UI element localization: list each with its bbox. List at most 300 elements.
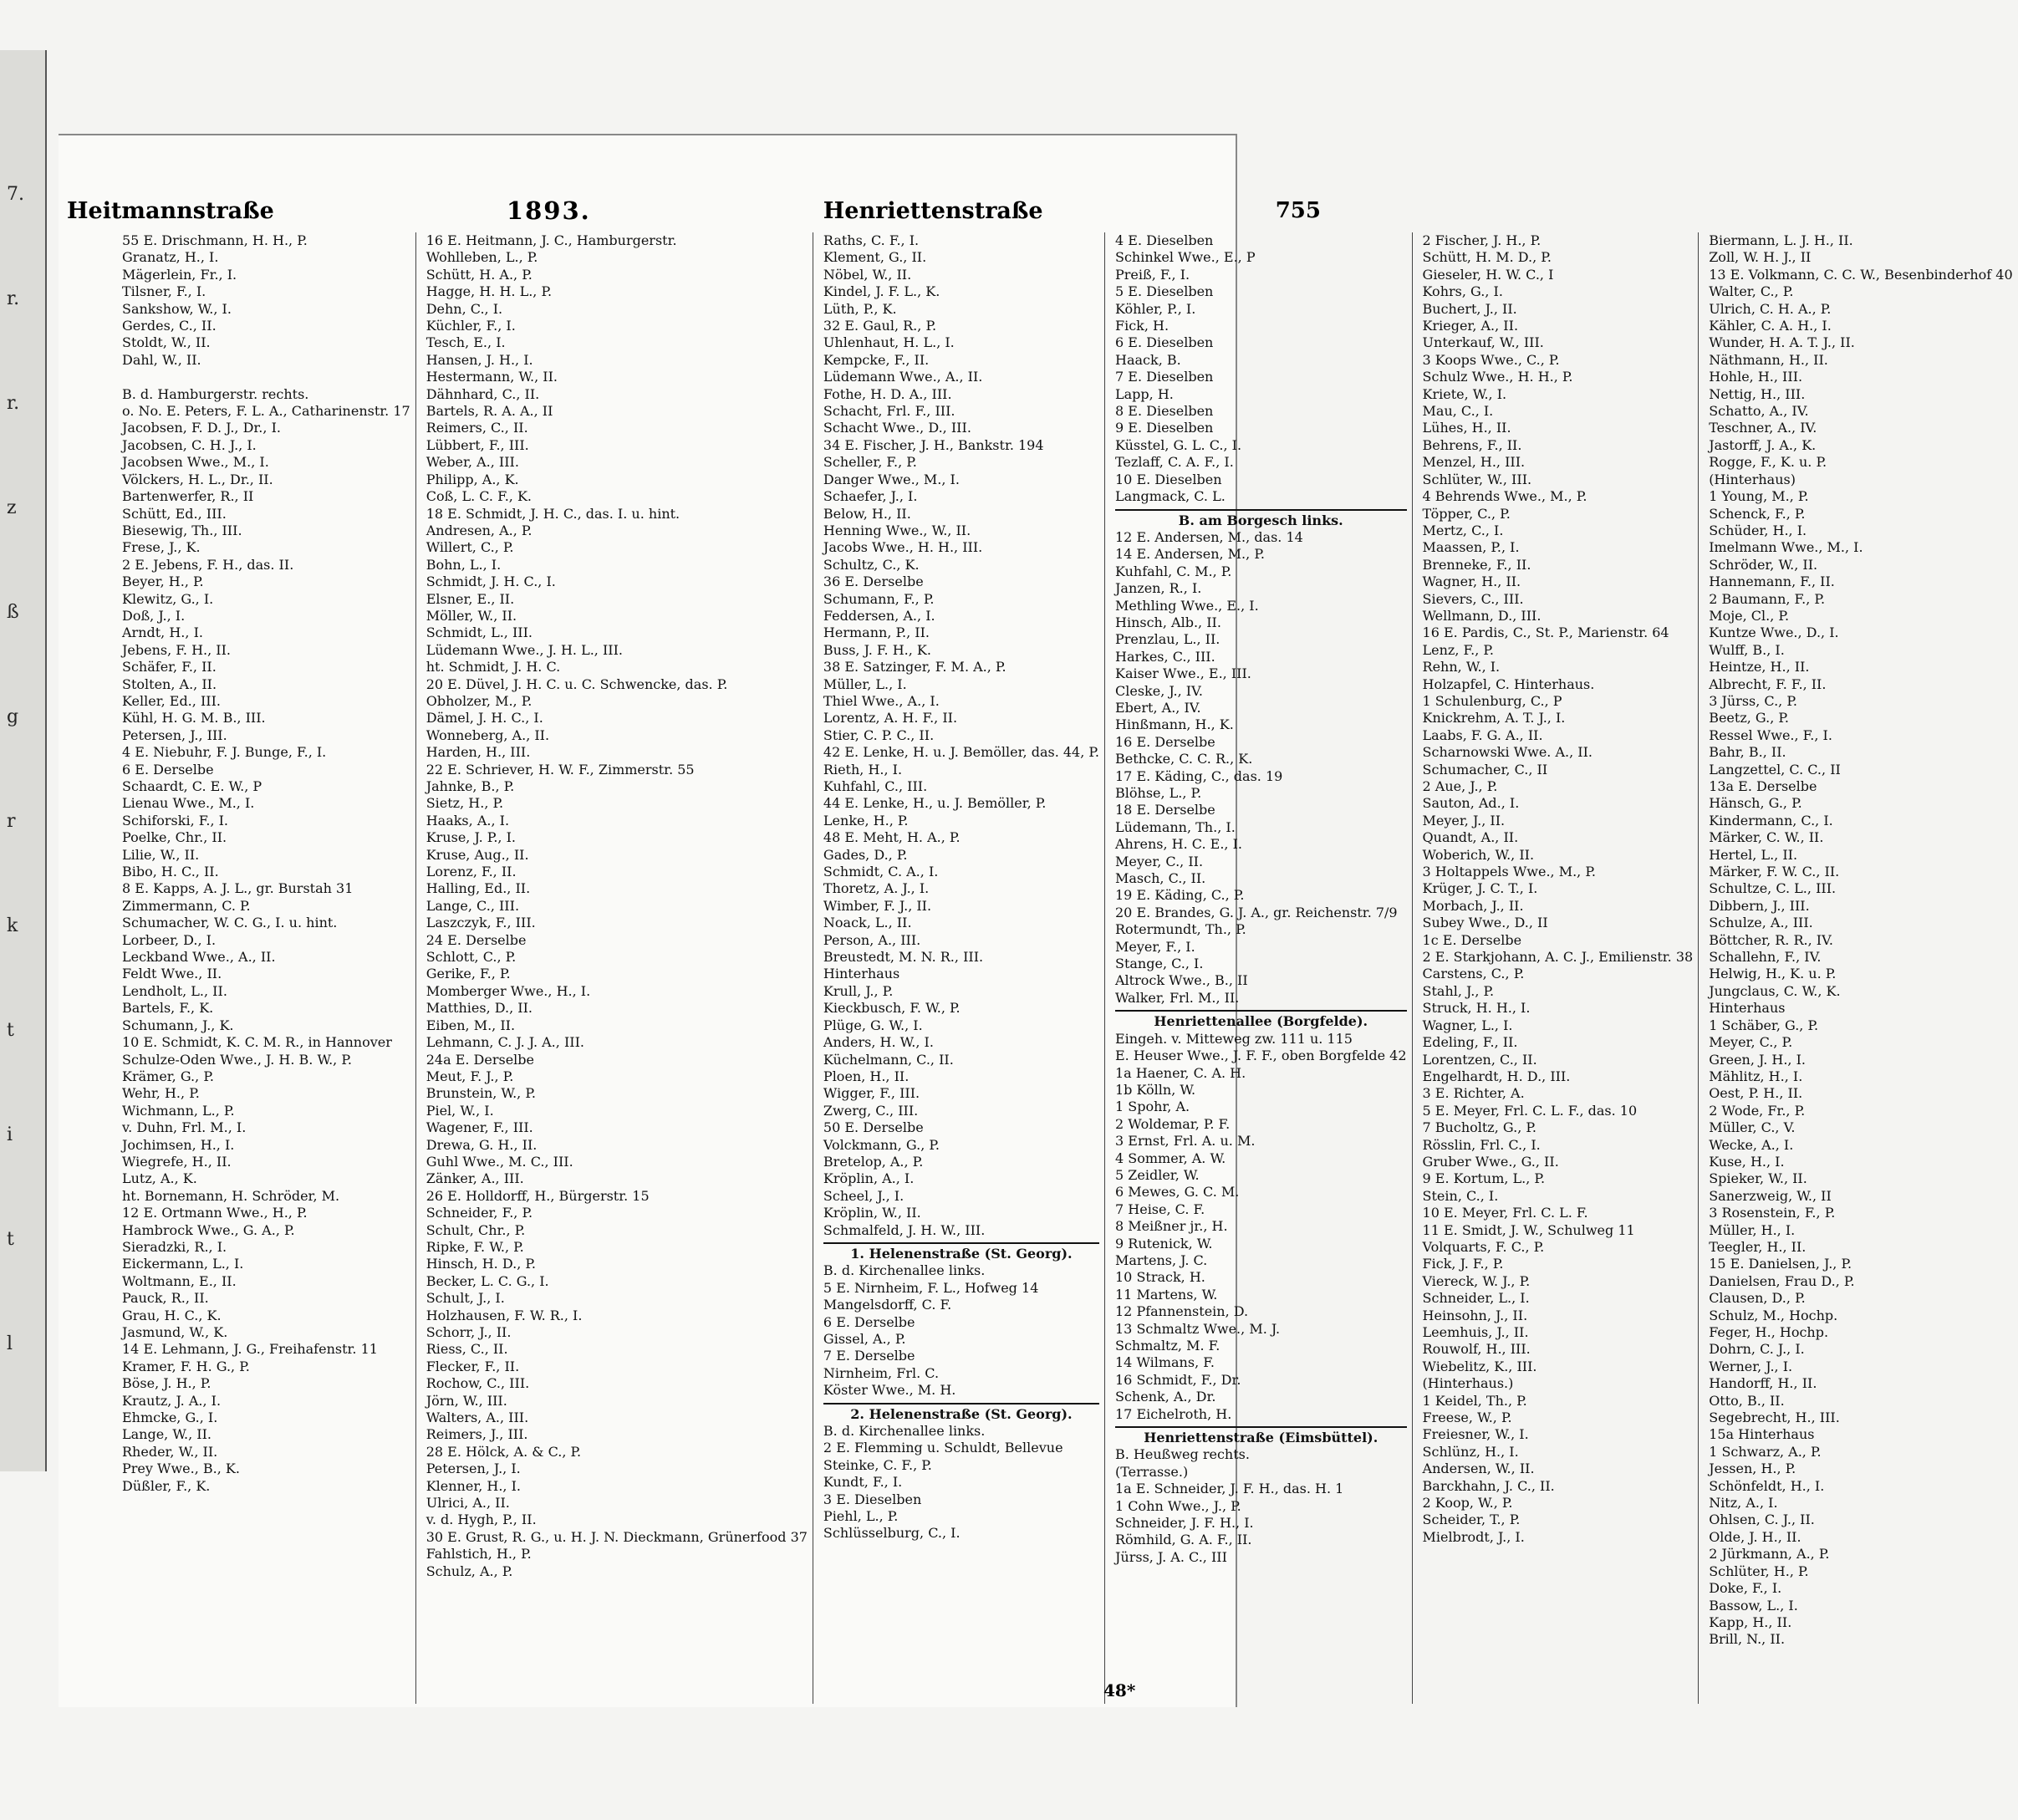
directory-entry: Schneider, F., P. bbox=[426, 1205, 533, 1221]
directory-entry: Wohlleben, L., P. bbox=[426, 249, 538, 266]
directory-entry: Jebens, F. H., II. bbox=[122, 641, 231, 658]
directory-entry: Kieckbusch, F. W., P. bbox=[823, 1000, 961, 1017]
directory-entry: Bartels, F., K. bbox=[122, 1000, 214, 1017]
header-street-right: Henriettenstraße bbox=[823, 197, 1043, 224]
directory-entry: Wellmann, D., III. bbox=[1422, 607, 1542, 624]
directory-entry: Thiel Wwe., A., I. bbox=[823, 692, 940, 709]
directory-entry: 6 E. Derselbe bbox=[122, 761, 214, 777]
directory-entry: Sauton, Ad., I. bbox=[1422, 795, 1520, 812]
directory-entry: Schröder, W., II. bbox=[1709, 556, 1818, 573]
directory-entry: Fick, J. F., P. bbox=[1422, 1256, 1504, 1272]
directory-entry: Laabs, F. G. A., II. bbox=[1422, 726, 1543, 743]
directory-entry: 2 Jürkmann, A., P. bbox=[1709, 1546, 1830, 1563]
directory-entry: Jastorff, J. A., K. bbox=[1709, 436, 1817, 453]
directory-entry: v. Duhn, Frl. M., I. bbox=[122, 1119, 247, 1136]
directory-entry: 1a Haener, C. A. H. bbox=[1115, 1064, 1246, 1081]
directory-entry: Volquarts, F. C., P. bbox=[1422, 1238, 1545, 1255]
directory-entry: Oest, P. H., II. bbox=[1709, 1085, 1803, 1102]
directory-entry: Schorr, J., II. bbox=[426, 1324, 512, 1340]
directory-entry: Woberich, W., II. bbox=[1422, 846, 1535, 863]
directory-entry: 16 Schmidt, F., Dr. bbox=[1115, 1371, 1241, 1388]
directory-entry: Schenck, F., P. bbox=[1709, 505, 1806, 522]
directory-entry: Wiebelitz, K., III. bbox=[1422, 1358, 1537, 1374]
directory-entry: 8 Meißner jr., H. bbox=[1115, 1218, 1228, 1235]
directory-entry: Schüder, H., I. bbox=[1709, 522, 1807, 538]
directory-entry: Steinke, C. F., P. bbox=[823, 1456, 932, 1473]
directory-entry: Hinßmann, H., K. bbox=[1115, 716, 1234, 733]
directory-entry: 4 E. Niebuhr, F. J. Bunge, F., I. bbox=[122, 744, 327, 761]
directory-entry: Tilsner, F., I. bbox=[122, 283, 206, 300]
directory-entry: Langmack, C. L. bbox=[1115, 488, 1226, 505]
directory-entry: Anders, H. W., I. bbox=[823, 1034, 934, 1051]
directory-entry: Haaks, A., I. bbox=[426, 812, 510, 828]
directory-entry: Lorentzen, C., II. bbox=[1422, 1051, 1537, 1068]
directory-entry: Stolten, A., II. bbox=[122, 675, 217, 692]
directory-entry: Green, J. H., I. bbox=[1709, 1051, 1806, 1068]
directory-entry: Altrock Wwe., B., II bbox=[1115, 972, 1248, 989]
section-heading: B. am Borgesch links. bbox=[1115, 509, 1407, 529]
directory-entry: Blöhse, L., P. bbox=[1115, 785, 1202, 801]
directory-entry: Hinterhaus bbox=[823, 966, 900, 982]
directory-entry: Barckhahn, J. C., II. bbox=[1422, 1477, 1555, 1494]
directory-entry: Hinterhaus bbox=[1709, 1000, 1786, 1017]
directory-entry: Drewa, G. H., II. bbox=[426, 1136, 538, 1153]
left-margin-fragment: r. bbox=[7, 393, 20, 414]
directory-entry: Struck, H. H., I. bbox=[1422, 1000, 1531, 1017]
directory-entry: 3 Jürss, C., P. bbox=[1709, 692, 1797, 709]
directory-entry: Gruber Wwe., G., II. bbox=[1422, 1153, 1559, 1170]
directory-entry: Hänsch, G., P. bbox=[1709, 795, 1802, 812]
directory-entry: Schulz, M., Hochp. bbox=[1709, 1307, 1838, 1323]
directory-entry: Schulz, A., P. bbox=[426, 1563, 513, 1579]
directory-entry: Stoldt, W., II. bbox=[122, 334, 211, 351]
directory-entry: Lorenz, F., II. bbox=[426, 864, 517, 880]
directory-entry: Sietz, H., P. bbox=[426, 795, 504, 812]
directory-entry: ht. Schmidt, J. H. C. bbox=[426, 659, 561, 675]
section-heading: 2. Helenenstraße (St. Georg). bbox=[823, 1403, 1099, 1423]
directory-entry: Lienau Wwe., M., I. bbox=[122, 795, 255, 812]
directory-entry: Ressel Wwe., F., I. bbox=[1709, 726, 1832, 743]
directory-entry: Gieseler, H. W. C., I bbox=[1422, 266, 1554, 283]
directory-entry: Müller, H., I. bbox=[1709, 1221, 1796, 1238]
directory-entry: Sanerzweig, W., II bbox=[1709, 1187, 1832, 1204]
directory-entry: Töpper, C., P. bbox=[1422, 505, 1511, 522]
directory-entry: Rösslin, Frl. C., I. bbox=[1422, 1136, 1541, 1153]
directory-entry: 5 E. Dieselben bbox=[1115, 283, 1214, 300]
left-margin-fragment: k bbox=[7, 915, 18, 936]
directory-entry: Müller, L., I. bbox=[823, 675, 907, 692]
directory-entry: 11 Martens, W. bbox=[1115, 1286, 1218, 1303]
directory-entry: Kuse, H., I. bbox=[1709, 1153, 1785, 1170]
directory-entry: Schlünz, H., I. bbox=[1422, 1443, 1519, 1460]
directory-entry: 1b Kölln, W. bbox=[1115, 1081, 1196, 1098]
directory-entry: Kuntze Wwe., D., I. bbox=[1709, 625, 1839, 641]
directory-entry: Meut, F. J., P. bbox=[426, 1068, 514, 1084]
directory-entry: Schultze, C. L., III. bbox=[1709, 880, 1837, 897]
directory-entry: Lutz, A., K. bbox=[122, 1170, 197, 1187]
directory-entry: Lenke, H., P. bbox=[823, 812, 909, 828]
directory-entry: Martens, J. C. bbox=[1115, 1252, 1208, 1268]
directory-entry: 7 E. Dieselben bbox=[1115, 369, 1214, 385]
directory-entry: Schneider, J. F. H., I. bbox=[1115, 1515, 1254, 1532]
directory-entry: 10 Strack, H. bbox=[1115, 1269, 1205, 1286]
directory-entry: Lorbeer, D., I. bbox=[122, 931, 217, 948]
directory-entry: Stange, C., I. bbox=[1115, 956, 1204, 972]
directory-entry: Kriete, W., I. bbox=[1422, 385, 1507, 402]
directory-entry: Heinsohn, J., II. bbox=[1422, 1307, 1528, 1323]
left-margin-fragment: z bbox=[7, 497, 17, 518]
left-margin-fragment: r. bbox=[7, 288, 20, 309]
directory-entry: Schütt, Ed., III. bbox=[122, 505, 227, 522]
directory-entry: Lange, W., II. bbox=[122, 1426, 211, 1443]
directory-entry: 32 E. Gaul, R., P. bbox=[823, 318, 937, 334]
directory-entry: 1 Keidel, Th., P. bbox=[1422, 1392, 1527, 1409]
directory-entry: Hestermann, W., II. bbox=[426, 369, 558, 385]
directory-entry: Guhl Wwe., M. C., III. bbox=[426, 1153, 573, 1170]
directory-entry: Ehmcke, G., I. bbox=[122, 1410, 218, 1426]
directory-entry: Lorentz, A. H. F., II. bbox=[823, 710, 958, 726]
directory-entry: Below, H., II. bbox=[823, 505, 911, 522]
directory-entry: 38 E. Satzinger, F. M. A., P. bbox=[823, 659, 1006, 675]
directory-entry: 1a E. Schneider, J. F. H., das. H. 1 bbox=[1115, 1481, 1344, 1497]
directory-entry: Tesch, E., I. bbox=[426, 334, 506, 351]
directory-entry: Hannemann, F., II. bbox=[1709, 574, 1835, 590]
directory-entry: 3 E. Dieselben bbox=[823, 1491, 922, 1507]
directory-entry: 14 E. Andersen, M., P. bbox=[1115, 546, 1265, 563]
directory-entry: Krämer, G., P. bbox=[122, 1068, 214, 1084]
directory-entry: Lüdemann Wwe., A., II. bbox=[823, 369, 983, 385]
directory-entry: Subey Wwe., D., II bbox=[1422, 915, 1548, 931]
directory-entry: 7 Bucholtz, G., P. bbox=[1422, 1119, 1536, 1136]
directory-entry: Schönfeldt, H., I. bbox=[1709, 1477, 1825, 1494]
directory-entry: Bretelop, A., P. bbox=[823, 1153, 924, 1170]
directory-entry: Biermann, L. J. H., II. bbox=[1709, 232, 1853, 248]
directory-column-1 bbox=[117, 232, 416, 1704]
directory-entry: Gissel, A., P. bbox=[823, 1331, 906, 1347]
directory-entry: Kuhfahl, C., III. bbox=[823, 778, 928, 794]
directory-entry: 3 Ernst, Frl. A. u. M. bbox=[1115, 1133, 1256, 1150]
directory-entry: Beyer, H., P. bbox=[122, 574, 204, 590]
directory-entry: Jacobsen, F. D. J., Dr., I. bbox=[122, 420, 281, 436]
directory-entry: Holzhausen, F. W. R., I. bbox=[426, 1307, 583, 1323]
directory-entry: 2 Fischer, J. H., P. bbox=[1422, 232, 1542, 248]
page-header bbox=[67, 192, 1321, 229]
header-year: 1893. bbox=[506, 196, 591, 225]
directory-entry: Scheel, J., I. bbox=[823, 1187, 905, 1204]
directory-entry: Leckband Wwe., A., II. bbox=[122, 949, 276, 966]
section-heading: Henriettenallee (Borgfelde). bbox=[1115, 1010, 1407, 1030]
directory-entry: Schmalfeld, J. H. W., III. bbox=[823, 1221, 986, 1238]
directory-entry: 5 E. Meyer, Frl. C. L. F., das. 10 bbox=[1422, 1102, 1638, 1119]
directory-entry: Walters, A., III. bbox=[426, 1410, 529, 1426]
directory-entry: Jungclaus, C. W., K. bbox=[1709, 982, 1841, 999]
directory-entry: 12 Pfannenstein, D. bbox=[1115, 1303, 1249, 1320]
directory-column-6 bbox=[1704, 232, 2017, 1704]
directory-entry: Sievers, C., III. bbox=[1422, 590, 1524, 607]
left-margin-fragment: l bbox=[7, 1333, 13, 1354]
directory-entry: Flecker, F., II. bbox=[426, 1358, 520, 1374]
directory-entry: Lange, C., III. bbox=[426, 897, 520, 914]
directory-entry: Tezlaff, C. A. F., I. bbox=[1115, 454, 1234, 471]
directory-entry: Schlüter, H., P. bbox=[1709, 1563, 1809, 1579]
directory-entry: 3 E. Richter, A. bbox=[1422, 1085, 1525, 1102]
directory-entry: Doke, F., I. bbox=[1709, 1580, 1782, 1597]
directory-entry: Reimers, C., II. bbox=[426, 420, 528, 436]
directory-entry: Mangelsdorff, C. F. bbox=[823, 1297, 952, 1313]
directory-entry: Willert, C., P. bbox=[426, 539, 514, 556]
directory-entry: 3 Rosenstein, F., P. bbox=[1709, 1205, 1836, 1221]
directory-entry: Märker, C. W., II. bbox=[1709, 829, 1824, 846]
directory-entry: Kindermann, C., I. bbox=[1709, 812, 1833, 828]
directory-entry: Teegler, H., II. bbox=[1709, 1238, 1807, 1255]
directory-entry: Holzapfel, C. Hinterhaus. bbox=[1422, 675, 1595, 692]
directory-entry: Schmidt, J. H. C., I. bbox=[426, 574, 556, 590]
directory-entry: Krull, J., P. bbox=[823, 982, 894, 999]
directory-entry: 2 E. Flemming u. Schuldt, Bellevue bbox=[823, 1440, 1063, 1456]
directory-entry: ht. Bornemann, H. Schröder, M. bbox=[122, 1187, 340, 1204]
directory-column-2 bbox=[421, 232, 813, 1704]
directory-entry: Dahl, W., II. bbox=[122, 351, 201, 368]
directory-entry: Düßler, F., K. bbox=[122, 1477, 211, 1494]
directory-entry: Momberger Wwe., H., I. bbox=[426, 982, 591, 999]
directory-entry: Viereck, W. J., P. bbox=[1422, 1272, 1531, 1289]
directory-entry: Teschner, A., IV. bbox=[1709, 420, 1817, 436]
directory-entry: Krüger, J. C. T., I. bbox=[1422, 880, 1538, 897]
directory-entry: Rochow, C., III. bbox=[426, 1375, 530, 1392]
directory-entry: Bartels, R. A. A., II bbox=[426, 403, 553, 420]
directory-entry: Hambrock Wwe., G. A., P. bbox=[122, 1221, 295, 1238]
directory-entry: 9 E. Kortum, L., P. bbox=[1422, 1170, 1546, 1187]
left-margin-fragment: t bbox=[7, 1020, 14, 1041]
directory-entry: Lühes, H., II. bbox=[1422, 420, 1511, 436]
directory-entry: Brunstein, W., P. bbox=[426, 1085, 536, 1102]
directory-entry: Mählitz, H., I. bbox=[1709, 1068, 1803, 1084]
directory-entry: Andersen, W., II. bbox=[1422, 1461, 1535, 1477]
directory-entry: Wagner, L., I. bbox=[1422, 1017, 1513, 1033]
directory-entry: Schatto, A., IV. bbox=[1709, 403, 1809, 420]
directory-entry: Bibo, H. C., II. bbox=[122, 864, 219, 880]
directory-entry: 10 E. Schmidt, K. C. M. R., in Hannover bbox=[122, 1034, 392, 1051]
directory-entry: Römhild, G. A. F., II. bbox=[1115, 1532, 1252, 1548]
directory-entry: Bartenwerfer, R., II bbox=[122, 488, 254, 505]
directory-entry: B. Heußweg rechts. bbox=[1115, 1446, 1250, 1463]
directory-entry: Kühl, H. G. M. B., III. bbox=[122, 710, 266, 726]
directory-entry: Dibbern, J., III. bbox=[1709, 897, 1810, 914]
directory-entry: Woltmann, E., II. bbox=[122, 1272, 237, 1289]
directory-entry: Segebrecht, H., III. bbox=[1709, 1410, 1840, 1426]
directory-entry: Kundt, F., I. bbox=[823, 1474, 903, 1491]
directory-entry: Köster Wwe., M. H. bbox=[823, 1382, 956, 1399]
directory-entry: Schenk, A., Dr. bbox=[1115, 1389, 1216, 1405]
directory-entry: Jochimsen, H., I. bbox=[122, 1136, 235, 1153]
directory-entry: Ulrici, A., II. bbox=[426, 1495, 510, 1512]
directory-entry: Schumann, F., P. bbox=[823, 590, 935, 607]
directory-entry: Meyer, C., P. bbox=[1709, 1034, 1793, 1051]
directory-entry: 42 E. Lenke, H. u. J. Bemöller, das. 44, P. bbox=[823, 744, 1099, 761]
directory-entry: Dähnhard, C., II. bbox=[426, 385, 540, 402]
directory-entry: Rouwolf, H., III. bbox=[1422, 1341, 1531, 1358]
directory-entry: Mau, C., I. bbox=[1422, 403, 1494, 420]
directory-entry: Zwerg, C., III. bbox=[823, 1102, 919, 1119]
directory-entry: Stahl, J., P. bbox=[1422, 982, 1495, 999]
directory-entry: Schumacher, C., II bbox=[1422, 761, 1548, 777]
directory-entry: Böttcher, R. R., IV. bbox=[1709, 931, 1833, 948]
directory-entry: Stein, C., I. bbox=[1422, 1187, 1499, 1204]
directory-entry: Wunder, H. A. T. J., II. bbox=[1709, 334, 1855, 351]
directory-entry: Cleske, J., IV. bbox=[1115, 682, 1203, 699]
directory-entry: Wonneberg, A., II. bbox=[426, 726, 550, 743]
directory-entry: Jahnke, B., P. bbox=[426, 778, 515, 794]
directory-entry: 26 E. Holldorff, H., Bürgerstr. 15 bbox=[426, 1187, 650, 1204]
directory-entry: Ripke, F. W., P. bbox=[426, 1238, 524, 1255]
directory-entry: Schütt, H. A., P. bbox=[426, 266, 533, 283]
directory-entry: Scheller, F., P. bbox=[823, 454, 917, 471]
directory-entry: Schumann, J., K. bbox=[122, 1017, 234, 1033]
directory-entry: 18 E. Schmidt, J. H. C., das. I. u. hint. bbox=[426, 505, 680, 522]
directory-entry: Hagge, H. H. L., P. bbox=[426, 283, 553, 300]
directory-entry: Coß, L. C. F., K. bbox=[426, 488, 532, 505]
directory-entry: Brenneke, F., II. bbox=[1422, 556, 1531, 573]
left-margin-fragment: t bbox=[7, 1229, 14, 1250]
directory-entry: Person, A., III. bbox=[823, 931, 921, 948]
directory-entry: Bohn, L., I. bbox=[426, 556, 502, 573]
directory-entry: 4 Behrends Wwe., M., P. bbox=[1422, 488, 1587, 505]
directory-entry: Gerdes, C., II. bbox=[122, 318, 217, 334]
directory-entry: Biesewig, Th., III. bbox=[122, 522, 242, 538]
directory-entry: 14 E. Lehmann, J. G., Freihafenstr. 11 bbox=[122, 1341, 378, 1358]
directory-entry: Quandt, A., II. bbox=[1422, 829, 1519, 846]
section-heading: 1. Helenenstraße (St. Georg). bbox=[823, 1242, 1099, 1262]
directory-entry: Dehn, C., I. bbox=[426, 300, 503, 317]
directory-entry: Klenner, H., I. bbox=[426, 1477, 521, 1494]
directory-entry: Walker, Frl. M., II. bbox=[1115, 989, 1240, 1006]
directory-entry: Schlüsselburg, C., I. bbox=[823, 1525, 961, 1542]
directory-entry: Schütt, H. M. D., P. bbox=[1422, 249, 1552, 266]
directory-entry: Ploen, H., II. bbox=[823, 1068, 910, 1084]
directory-entry: Näthmann, H., II. bbox=[1709, 351, 1828, 368]
directory-entry: Plüge, G. W., I. bbox=[823, 1017, 923, 1033]
directory-entry: Ebert, A., IV. bbox=[1115, 699, 1201, 716]
directory-entry: Klement, G., II. bbox=[823, 249, 927, 266]
directory-entry: Spieker, W., II. bbox=[1709, 1170, 1807, 1187]
directory-entry: Hansen, J. H., I. bbox=[426, 351, 533, 368]
directory-entry: Fick, H. bbox=[1115, 318, 1170, 334]
directory-entry: 34 E. Fischer, J. H., Bankstr. 194 bbox=[823, 436, 1044, 453]
directory-entry: Noack, L., II. bbox=[823, 915, 912, 931]
directory-entry: Poelke, Chr., II. bbox=[122, 829, 227, 846]
directory-entry: Werner, J., I. bbox=[1709, 1358, 1793, 1374]
directory-entry: Zänker, A., III. bbox=[426, 1170, 524, 1187]
directory-entry: Andresen, A., P. bbox=[426, 522, 533, 538]
directory-entry: Imelmann Wwe., M., I. bbox=[1709, 539, 1863, 556]
directory-entry: 17 Eichelroth, H. bbox=[1115, 1405, 1232, 1422]
directory-entry: Heintze, H., II. bbox=[1709, 659, 1810, 675]
directory-entry: 20 E. Düvel, J. H. C. u. C. Schwencke, das. P. bbox=[426, 675, 728, 692]
directory-entry: Scheider, T., P. bbox=[1422, 1512, 1521, 1528]
directory-entry: Wagener, F., III. bbox=[426, 1119, 533, 1136]
left-margin-fragment: r bbox=[7, 811, 16, 832]
directory-entry: Carstens, C., P. bbox=[1422, 966, 1525, 982]
directory-entry: Meyer, J., II. bbox=[1422, 812, 1506, 828]
directory-entry: Kapp, H., II. bbox=[1709, 1614, 1792, 1630]
directory-entry: Schulze-Oden Wwe., J. H. B. W., P. bbox=[122, 1051, 352, 1068]
directory-entry: Ulrich, C. H. A., P. bbox=[1709, 300, 1832, 317]
directory-entry: 19 E. Käding, C., P. bbox=[1115, 887, 1245, 904]
directory-entry: Böse, J. H., P. bbox=[122, 1375, 211, 1392]
directory-entry: Obholzer, M., P. bbox=[426, 692, 533, 709]
directory-entry: Prenzlau, L., II. bbox=[1115, 631, 1220, 648]
directory-entry: 1 Spohr, A. bbox=[1115, 1099, 1190, 1115]
directory-entry: Wulff, B., I. bbox=[1709, 641, 1785, 658]
directory-entry: Schiforski, F., I. bbox=[122, 812, 229, 828]
directory-entry: Jessen, H., P. bbox=[1709, 1461, 1796, 1477]
directory-entry: Krieger, A., II. bbox=[1422, 318, 1519, 334]
directory-entry: Weber, A., III. bbox=[426, 454, 519, 471]
directory-entry: Hertel, L., II. bbox=[1709, 846, 1798, 863]
directory-entry: Preiß, F., I. bbox=[1115, 266, 1190, 283]
directory-entry: Schmaltz, M. F. bbox=[1115, 1338, 1220, 1354]
directory-entry: Petersen, J., III. bbox=[122, 726, 227, 743]
directory-entry: Kohrs, G., I. bbox=[1422, 283, 1503, 300]
directory-entry: E. Heuser Wwe., J. F. F., oben Borgfelde 42 bbox=[1115, 1048, 1407, 1064]
directory-entry: Rehn, W., I. bbox=[1422, 659, 1501, 675]
directory-entry: 48 E. Meht, H. A., P. bbox=[823, 829, 961, 846]
directory-entry: Meyer, F., I. bbox=[1115, 938, 1195, 955]
directory-entry: Gades, D., P. bbox=[823, 846, 908, 863]
directory-entry: Jacobsen Wwe., M., I. bbox=[122, 454, 269, 471]
directory-entry: Küchelmann, C., II. bbox=[823, 1051, 954, 1068]
directory-entry: Jörn, W., III. bbox=[426, 1392, 507, 1409]
directory-entry: Krautz, J. A., I. bbox=[122, 1392, 222, 1409]
directory-entry: Prey Wwe., B., K. bbox=[122, 1461, 240, 1477]
directory-entry: Wigger, F., III. bbox=[823, 1085, 920, 1102]
directory-entry: Kindel, J. F. L., K. bbox=[823, 283, 940, 300]
directory-entry: Brill, N., II. bbox=[1709, 1631, 1786, 1648]
directory-entry: Kramer, F. H. G., P. bbox=[122, 1358, 250, 1374]
page-number: 755 bbox=[1275, 198, 1321, 223]
directory-entry: Lenz, F., P. bbox=[1422, 641, 1495, 658]
directory-entry: 10 E. Meyer, Frl. C. L. F. bbox=[1422, 1205, 1588, 1221]
directory-entry: 3 Koops Wwe., C., P. bbox=[1422, 351, 1560, 368]
signature-mark: 48* bbox=[1103, 1680, 1136, 1700]
directory-entry: 12 E. Ortmann Wwe., H., P. bbox=[122, 1205, 308, 1221]
directory-entry: 20 E. Brandes, G. J. A., gr. Reichenstr. 7/9 bbox=[1115, 904, 1398, 920]
directory-entry: Nöbel, W., II. bbox=[823, 266, 912, 283]
directory-entry: 12 E. Andersen, M., das. 14 bbox=[1115, 528, 1303, 545]
directory-entry: 1 Schwarz, A., P. bbox=[1709, 1443, 1822, 1460]
directory-entry: Bethcke, C. C. R., K. bbox=[1115, 751, 1253, 767]
directory-entry: Rieth, H., I. bbox=[823, 761, 903, 777]
directory-entry: Schallehn, F., IV. bbox=[1709, 949, 1822, 966]
directory-entry: Lüdemann Wwe., J. H. L., III. bbox=[426, 641, 624, 658]
directory-entry: Rotermundt, Th., P. bbox=[1115, 921, 1246, 938]
directory-entry: 1 Cohn Wwe., J., P. bbox=[1115, 1497, 1241, 1514]
directory-entry: Nirnheim, Frl. C. bbox=[823, 1364, 940, 1381]
section-heading: Henriettenstraße (Eimsbüttel). bbox=[1115, 1426, 1407, 1446]
directory-entry: 28 E. Hölck, A. & C., P. bbox=[426, 1443, 582, 1460]
directory-column-3 bbox=[818, 232, 1105, 1704]
directory-entry: 1 Schulenburg, C., P bbox=[1422, 692, 1562, 709]
directory-entry: 13 E. Volkmann, C. C. W., Besenbinderhof 40 bbox=[1709, 266, 2013, 283]
directory-entry: 7 Heise, C. F. bbox=[1115, 1201, 1205, 1217]
directory-entry: Halling, Ed., II. bbox=[426, 880, 531, 897]
directory-entry: Riess, C., II. bbox=[426, 1341, 508, 1358]
directory-entry: Uhlenhaut, H. L., I. bbox=[823, 334, 955, 351]
directory-entry: Arndt, H., I. bbox=[122, 625, 203, 641]
directory-entry: Granatz, H., I. bbox=[122, 249, 219, 266]
directory-entry: Nitz, A., I. bbox=[1709, 1495, 1778, 1512]
directory-entry: Behrens, F., II. bbox=[1422, 436, 1522, 453]
